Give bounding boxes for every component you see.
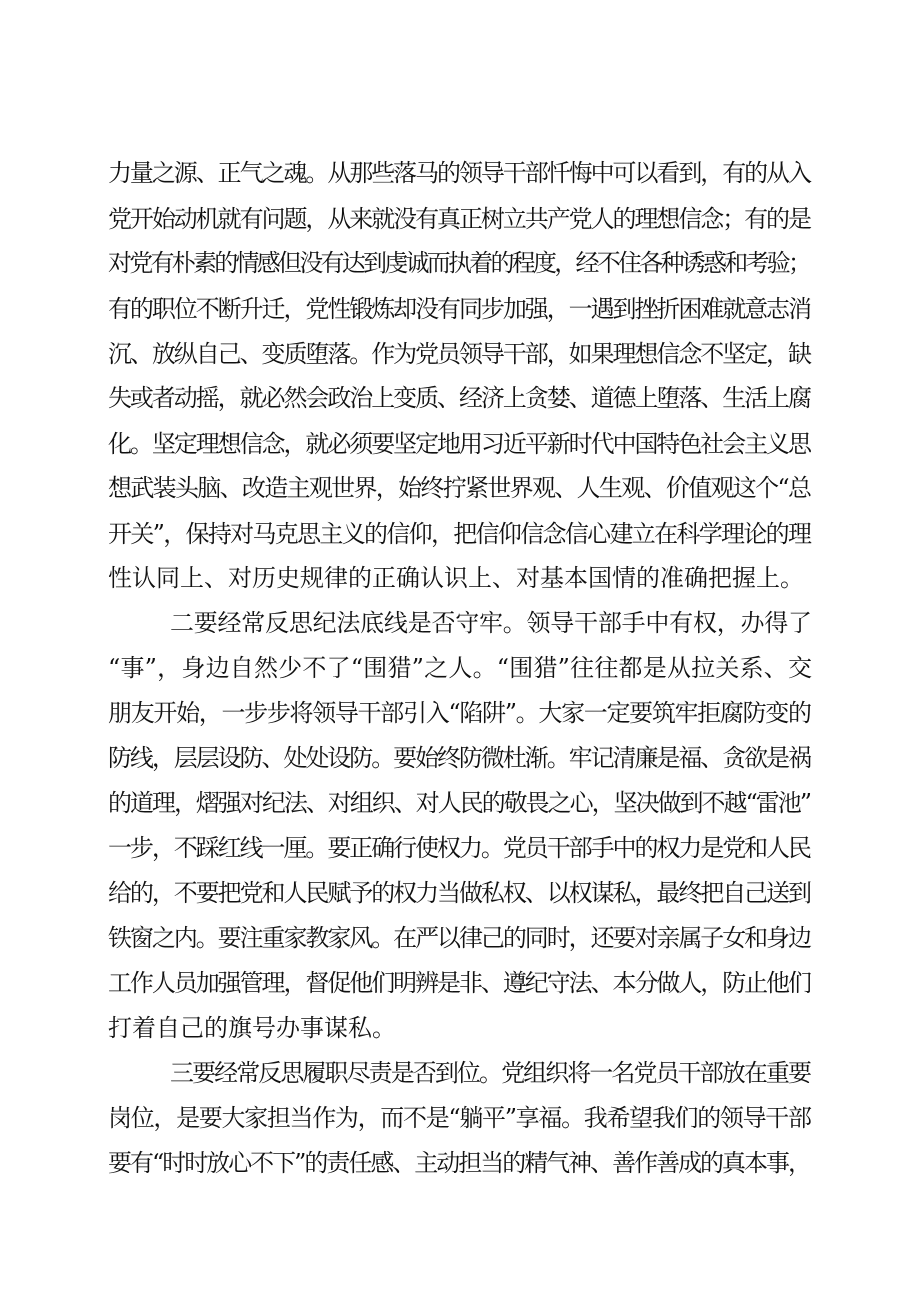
text-line: 化。坚定理想信念，就必须要坚定地用习近平新时代中国特色社会主义思 xyxy=(108,430,810,458)
text-line: 力量之源、正气之魂。从那些落马的领导干部忏悔中可以看到，有的从入 xyxy=(108,159,810,187)
text-line: 给的，不要把党和人民赋予的权力当做私权、以权谋私，最终把自己送到 xyxy=(108,879,810,907)
text-line: 对党有朴素的情感但没有达到虔诚而执着的程度，经不住各种诱惑和考验； xyxy=(108,249,810,277)
text-line: 党开始动机就有问题，从来就没有真正树立共产党人的理想信念；有的是 xyxy=(108,205,810,233)
text-line: 失或者动摇，就必然会政治上变质、经济上贪婪、道德上堕落、生活上腐 xyxy=(108,384,810,412)
text-line: 开关”，保持对马克思主义的信仰，把信仰信念信心建立在科学理论的理 xyxy=(108,520,811,548)
text-line: 朋友开始，一步步将领导干部引入“陷阱”。大家一定要筑牢拒腐防变的 xyxy=(108,699,811,727)
text-line: 打着自己的旗号办事谋私。 xyxy=(108,1014,396,1042)
text-line: 三要经常反思履职尽责是否到位。党组织将一名党员干部放在重要 xyxy=(170,1059,811,1087)
text-line: 的道理，熠强对纪法、对组织、对人民的敬畏之心，坚决做到不越“雷池” xyxy=(108,789,810,817)
text-line: 沉、放纵自己、变质堕落。作为党员领导干部，如果理想信念不坚定，缺 xyxy=(108,340,810,368)
text-line: 岗位，是要大家担当作为，而不是“躺平”享福。我希望我们的领导干部 xyxy=(108,1104,811,1132)
text-line: 防线，层层设防、处处设防。要始终防微杜渐。牢记清廉是福、贪欲是祸 xyxy=(108,744,810,772)
text-line: 要有“时时放心不下”的责任感、主动担当的精气神、善作善成的真本事， xyxy=(108,1149,810,1177)
text-line: 二要经常反思纪法底线是否守牢。领导干部手中有权，办得了 xyxy=(170,609,812,637)
text-line: 一步，不踩红线一厘。要正确行使权力。党员干部手中的权力是党和人民 xyxy=(108,834,810,862)
text-line: 工作人员加强管理，督促他们明辨是非、遵纪守法、本分做人，防止他们 xyxy=(108,969,810,997)
text-line: 想武装头脑、改造主观世界，始终拧紧世界观、人生观、价值观这个“总 xyxy=(108,474,811,502)
text-line: 铁窗之内。要注重家教家风。在严以律己的同时，还要对亲属子女和身边 xyxy=(108,924,810,952)
text-line: 有的职位不断升迁，党性锻炼却没有同步加强，一遇到挫折困难就意志消 xyxy=(108,295,810,323)
text-line: “事”，身边自然少不了“围猎”之人。“围猎”往往都是从拉关系、交 xyxy=(108,654,813,682)
text-line: 性认同上、对历史规律的正确认识上、对基本国情的准确把握上。 xyxy=(108,564,804,592)
